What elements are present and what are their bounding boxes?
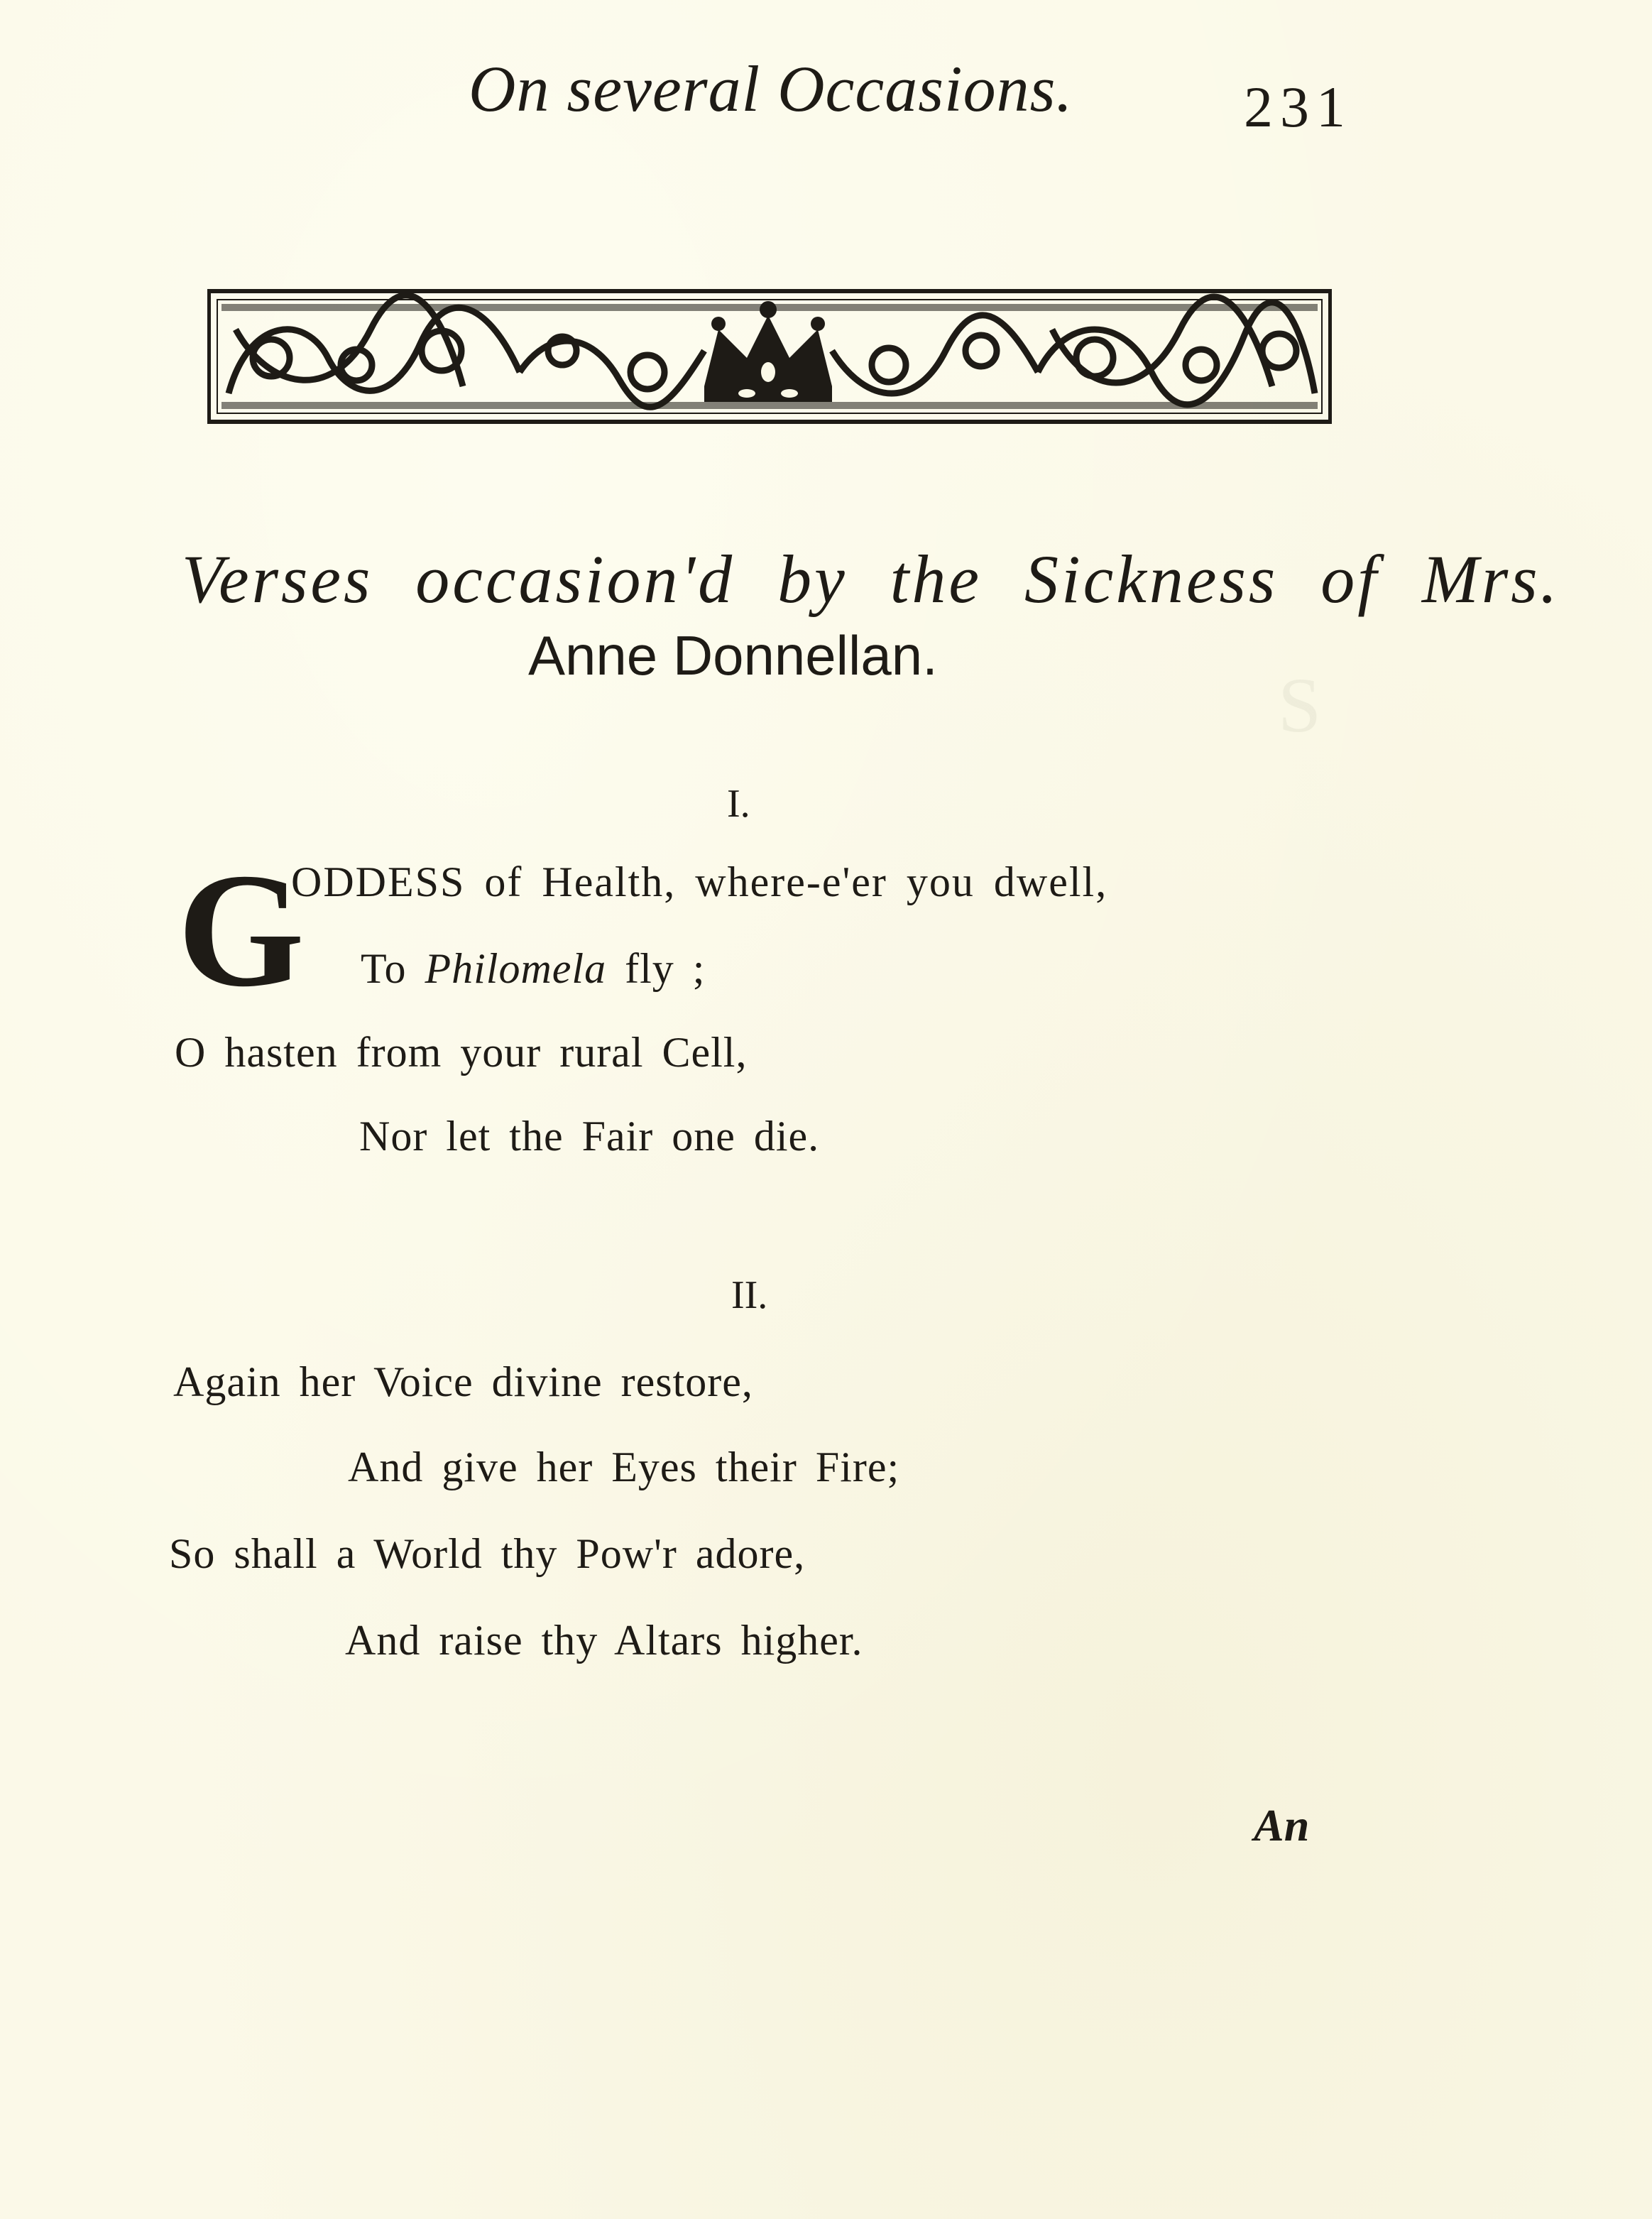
verse-line: Nor let the Fair one die. [359, 1113, 820, 1160]
verse-line: And give her Eyes their Fire; [348, 1444, 900, 1490]
verse-line: So shall a World thy Pow'r adore, [169, 1530, 806, 1577]
verse-line [361, 944, 705, 993]
verse-line: Again her Voice divine restore, [173, 1358, 753, 1405]
drop-cap: G [177, 839, 305, 1020]
stanza-number: I. [727, 782, 750, 826]
poem-title-subject: Anne Donnellan. [528, 624, 938, 687]
stanza-number: II. [731, 1273, 768, 1317]
ornamental-headpiece [207, 287, 1332, 426]
verse-line: And raise thy Altars higher. [345, 1617, 863, 1664]
page-number: 231 [1244, 75, 1352, 139]
verse-text: To [361, 945, 425, 992]
show-through-text: S [1278, 662, 1322, 748]
verse-line: ODDESS of Health, where-e'er you dwell, [291, 858, 1108, 905]
catchword: An [1254, 1800, 1310, 1850]
verse-text: fly ; [606, 945, 706, 992]
verse-italic-name: Philomela [425, 945, 607, 992]
poem-title: Verses occasion'd by the Sickness of Mrs. [182, 541, 1560, 617]
running-head: On several Occasions. [469, 53, 1073, 125]
crown-headpiece-ornament-icon [207, 287, 1332, 426]
verse-line: O hasten from your rural Cell, [175, 1029, 748, 1076]
